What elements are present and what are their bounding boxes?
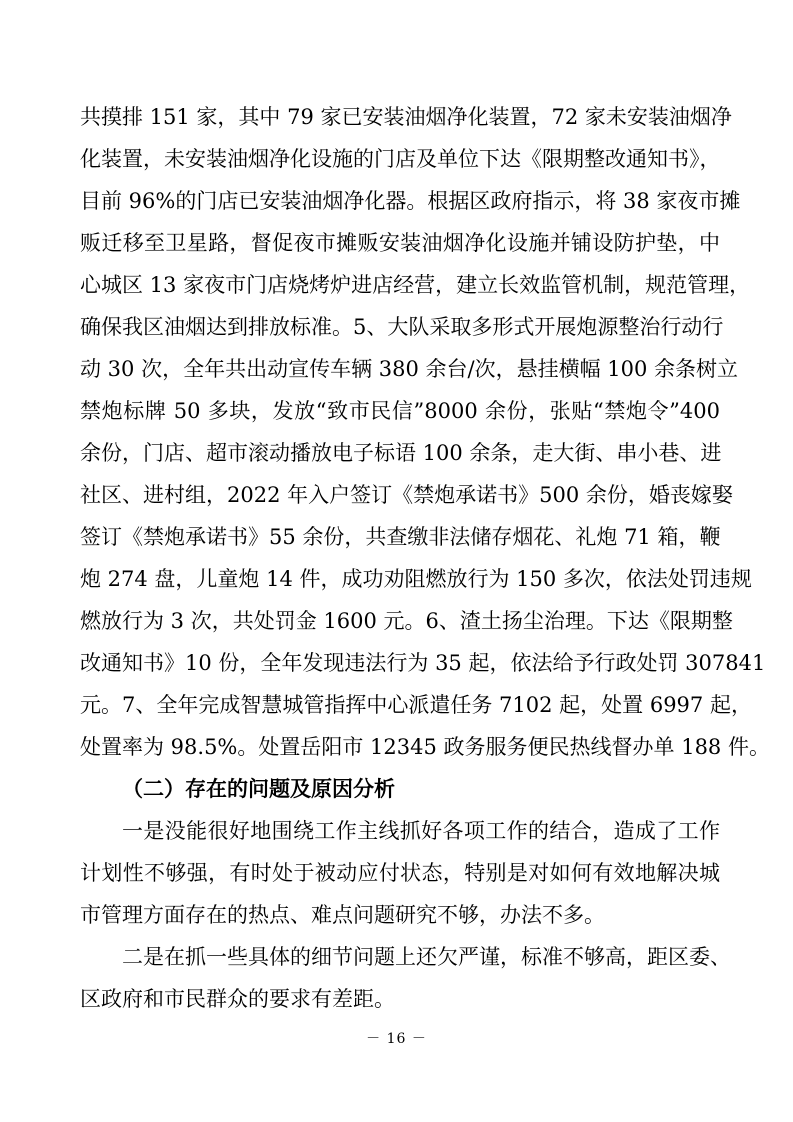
text-line: 改通知书》10 份，全年发现违法行为 35 起，依法给予行政处罚 307841 (80, 651, 766, 675)
text-line: 共摸排 151 家，其中 79 家已安装油烟净化装置，72 家未安装油烟净 (80, 105, 732, 129)
page-number: － 16 － (366, 1031, 427, 1047)
text-line: 市管理方面存在的热点、难点问题研究不够，办法不多。 (80, 903, 605, 927)
text-line: 计划性不够强，有时处于被动应付状态，特别是对如何有效地解决城 (80, 861, 720, 885)
text-line: 签订《禁炮承诺书》55 余份，共查缴非法储存烟花、礼炮 71 箱，鞭 (80, 525, 721, 549)
text-line: 化装置，未安装油烟净化设施的门店及单位下达《限期整改通知书》， (80, 147, 721, 171)
text-line: 燃放行为 3 次，共处罚金 1600 元。6、渣土扬尘治理。下达《限期整 (80, 609, 733, 633)
text-line: 元。7、全年完成智慧城管指挥中心派遣任务 7102 起，处置 6997 起， (80, 693, 752, 717)
text-line: 动 30 次，全年共出动宣传车辆 380 余台/次，悬挂横幅 100 余条树立 (80, 357, 739, 381)
text-line: 二是在抓一些具体的细节问题上还欠严谨，标准不够高，距区委、 (122, 945, 731, 969)
text-line: 确保我区油烟达到排放标准。5、大队采取多形式开展炮源整治行动行 (80, 315, 724, 339)
section-heading: （二）存在的问题及原因分析 (122, 777, 395, 801)
text-line: 炮 274 盘，儿童炮 14 件，成功劝阻燃放行为 150 多次，依法处罚违规 (80, 567, 752, 591)
text-line: 处置率为 98.5%。处置岳阳市 12345 政务服务便民热线督办单 188 件。 (80, 735, 770, 759)
text-line: 目前 96%的门店已安装油烟净化器。根据区政府指示，将 38 家夜市摊 (80, 189, 741, 213)
text-line: 心城区 13 家夜市门店烧烤炉进店经营，建立长效监管机制，规范管理， (80, 273, 751, 297)
text-line: 余份，门店、超市滚动播放电子标语 100 余条，走大街、串小巷、进 (80, 441, 722, 465)
text-line: 贩迁移至卫星路，督促夜市摊贩安装油烟净化设施并铺设防护垫，中 (80, 231, 720, 255)
text-line: 区政府和市民群众的要求有差距。 (80, 987, 395, 1011)
text-line: 一是没能很好地围绕工作主线抓好各项工作的结合，造成了工作 (122, 819, 720, 843)
text-line: 社区、进村组，2022 年入户签订《禁炮承诺书》500 余份，婚丧嫁娶 (80, 483, 733, 507)
body-text (80, 96, 770, 1020)
text-line: 禁炮标牌 50 多块，发放“致市民信”8000 余份，张贴“禁炮令”400 (80, 399, 720, 423)
